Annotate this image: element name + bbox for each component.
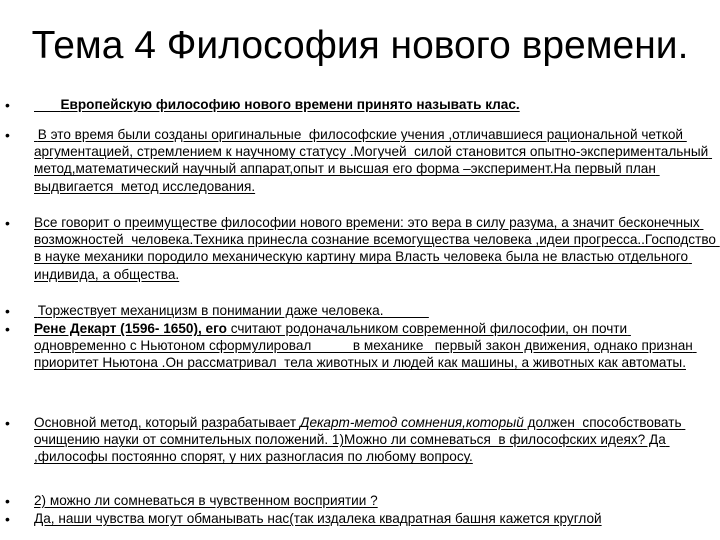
bullet-text: Декарт-метод сомнения,который	[299, 415, 524, 430]
bullet-paragraph	[34, 320, 718, 372]
bullet-text: должен способствовать очищению науки от сомнительных положений. 1)Можно ли сомневаться в философских идеях? Да ,философы постоянно спорят, у них разногласия по любому вопросу.	[34, 415, 686, 465]
bullet-paragraph	[34, 126, 718, 195]
bullet-paragraph	[34, 414, 718, 466]
bullet-text: Торжествует механицизм в понимании даже человека.	[34, 303, 429, 318]
bullet-text: Рене Декарт (1596- 1650), его	[34, 321, 227, 336]
bullet-marker: •	[5, 493, 10, 509]
bullet-text: Все говорит о преимуществе философии нового времени: это вера в силу разума, а значит бесконечных возможностей человека.Техника принесла сознание всемогущества человека ,идеи прогресса..Господство в науке механики породило механическую картину мира Власть человека была не властью отдельного индивида, а общества.	[34, 215, 720, 282]
bullet-paragraph	[34, 492, 718, 509]
bullet-text: 2) можно ли сомневаться в чувственном восприятии ?	[34, 493, 378, 508]
bullet-paragraph	[34, 302, 718, 319]
bullet-marker: •	[5, 215, 10, 231]
slide-title: Тема 4 Философия нового времени.	[31, 24, 689, 67]
bullet-marker: •	[5, 97, 10, 113]
bullet-marker: •	[5, 511, 10, 527]
bullet-marker: •	[5, 127, 10, 143]
bullet-text: считают родоначальником современной философии, он почти одновременно с Ньютоном сформулировал в механике первый закон движения, однако признан приоритет Ньютона .Он рассматривал тела животных и людей как машины, а животных как автоматы.	[34, 321, 697, 371]
bullet-marker: •	[5, 303, 10, 319]
bullet-marker: •	[5, 415, 10, 431]
bullet-paragraph	[34, 214, 718, 283]
bullet-text: В это время были созданы оригинальные философские учения ,отличавшиеся рациональной четкой аргументацией, стремлением к научному статусу .Могучей силой становится опытно-экспериментальный метод,математический научный аппарат,опыт и высшая его форма –эксперимент.На первый план выдвигается метод исследования.	[34, 127, 713, 194]
bullet-marker: •	[5, 321, 10, 337]
bullet-paragraph	[34, 510, 718, 527]
bullet-text: Основной метод, который разрабатывает	[34, 415, 300, 430]
bullet-paragraph	[34, 96, 718, 113]
bullet-text: Да, наши чувства могут обманывать нас(так издалека квадратная башня кажется круглой	[34, 511, 602, 526]
bullet-text: Европейскую философию нового времени принято называть клас.	[34, 97, 520, 112]
